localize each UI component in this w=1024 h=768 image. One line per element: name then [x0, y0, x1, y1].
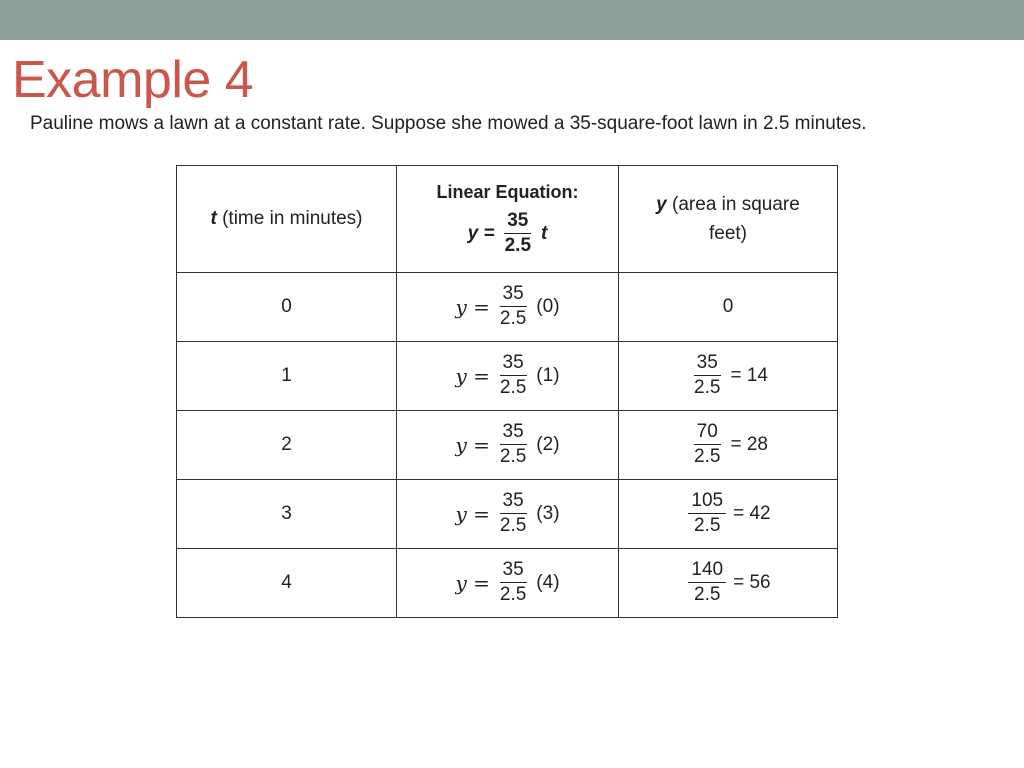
cell-equation [397, 273, 619, 342]
area-value: = 28 [730, 434, 768, 455]
eq-denominator: 2.5 [499, 584, 527, 605]
area-fraction [691, 422, 723, 468]
cell-time: 3 [177, 480, 397, 549]
header-eq-denominator: 2.5 [504, 234, 532, 256]
cell-time: 2 [177, 411, 397, 480]
eq-denominator: 2.5 [499, 308, 527, 329]
area-numerator: 35 [694, 353, 721, 376]
eq-numerator: 35 [500, 284, 527, 307]
header-equation [397, 166, 619, 273]
area-denominator: 2.5 [694, 446, 721, 467]
eq-lhs: y = [455, 295, 490, 319]
area-numerator: 140 [688, 560, 726, 583]
table-row [177, 549, 838, 618]
header-eq-lhs: y = [467, 222, 495, 244]
table-row [177, 411, 838, 480]
eq-argument: (4) [536, 572, 560, 593]
table-row [177, 342, 838, 411]
cell-equation [397, 480, 619, 549]
eq-argument: (2) [536, 434, 560, 455]
values-table [176, 165, 838, 618]
slide-title: Example 4 [12, 51, 254, 109]
eq-denominator: 2.5 [499, 446, 527, 467]
eq-numerator: 35 [500, 560, 527, 583]
cell-area [619, 411, 838, 480]
eq-lhs: y = [455, 571, 490, 595]
cell-area [619, 480, 838, 549]
eq-fraction [497, 422, 529, 468]
header-time-text: (time in minutes) [216, 208, 363, 229]
eq-lhs: y = [455, 502, 490, 526]
cell-time: 1 [177, 342, 397, 411]
eq-argument: (1) [536, 365, 560, 386]
eq-numerator: 35 [500, 422, 527, 445]
header-eq-var: t [541, 222, 548, 244]
header-area-var: y [656, 193, 667, 215]
area-denominator: 2.5 [694, 584, 721, 605]
area-denominator: 2.5 [694, 377, 721, 398]
eq-numerator: 35 [500, 353, 527, 376]
area-value: = 14 [730, 365, 768, 386]
problem-statement: Pauline mows a lawn at a constant rate. Suppose she mowed a 35-square-foot lawn in 2.5 minutes. [30, 113, 867, 134]
header-area-text: (area in square feet) [666, 193, 800, 244]
header-equation-formula [468, 211, 548, 257]
cell-time: 0 [177, 273, 397, 342]
eq-denominator: 2.5 [499, 515, 527, 536]
area-value: 0 [722, 296, 734, 317]
table-header-row [177, 166, 838, 273]
header-equation-label: Linear Equation: [436, 181, 579, 202]
cell-equation [397, 411, 619, 480]
header-area [619, 166, 838, 273]
eq-argument: (0) [536, 296, 560, 317]
area-denominator: 2.5 [694, 515, 721, 536]
eq-lhs: y = [455, 433, 490, 457]
area-value: = 56 [733, 572, 771, 593]
eq-fraction [497, 284, 529, 330]
table-row [177, 480, 838, 549]
cell-equation [397, 549, 619, 618]
eq-argument: (3) [536, 503, 560, 524]
area-fraction [691, 353, 723, 399]
cell-area [619, 549, 838, 618]
header-time-var: t [210, 208, 217, 229]
eq-lhs: y = [455, 364, 490, 388]
area-numerator: 105 [688, 491, 726, 514]
area-numerator: 70 [694, 422, 721, 445]
eq-fraction [497, 491, 529, 537]
eq-fraction [497, 353, 529, 399]
eq-numerator: 35 [500, 491, 527, 514]
table-row [177, 273, 838, 342]
header-eq-numerator: 35 [504, 211, 531, 234]
cell-area [619, 273, 838, 342]
cell-equation [397, 342, 619, 411]
header-time [177, 166, 397, 273]
area-fraction [688, 560, 726, 606]
top-banner [0, 0, 1024, 40]
header-eq-fraction [502, 211, 534, 257]
cell-area [619, 342, 838, 411]
eq-denominator: 2.5 [499, 377, 527, 398]
cell-time: 4 [177, 549, 397, 618]
eq-fraction [497, 560, 529, 606]
area-fraction [688, 491, 726, 537]
area-value: = 42 [733, 503, 771, 524]
